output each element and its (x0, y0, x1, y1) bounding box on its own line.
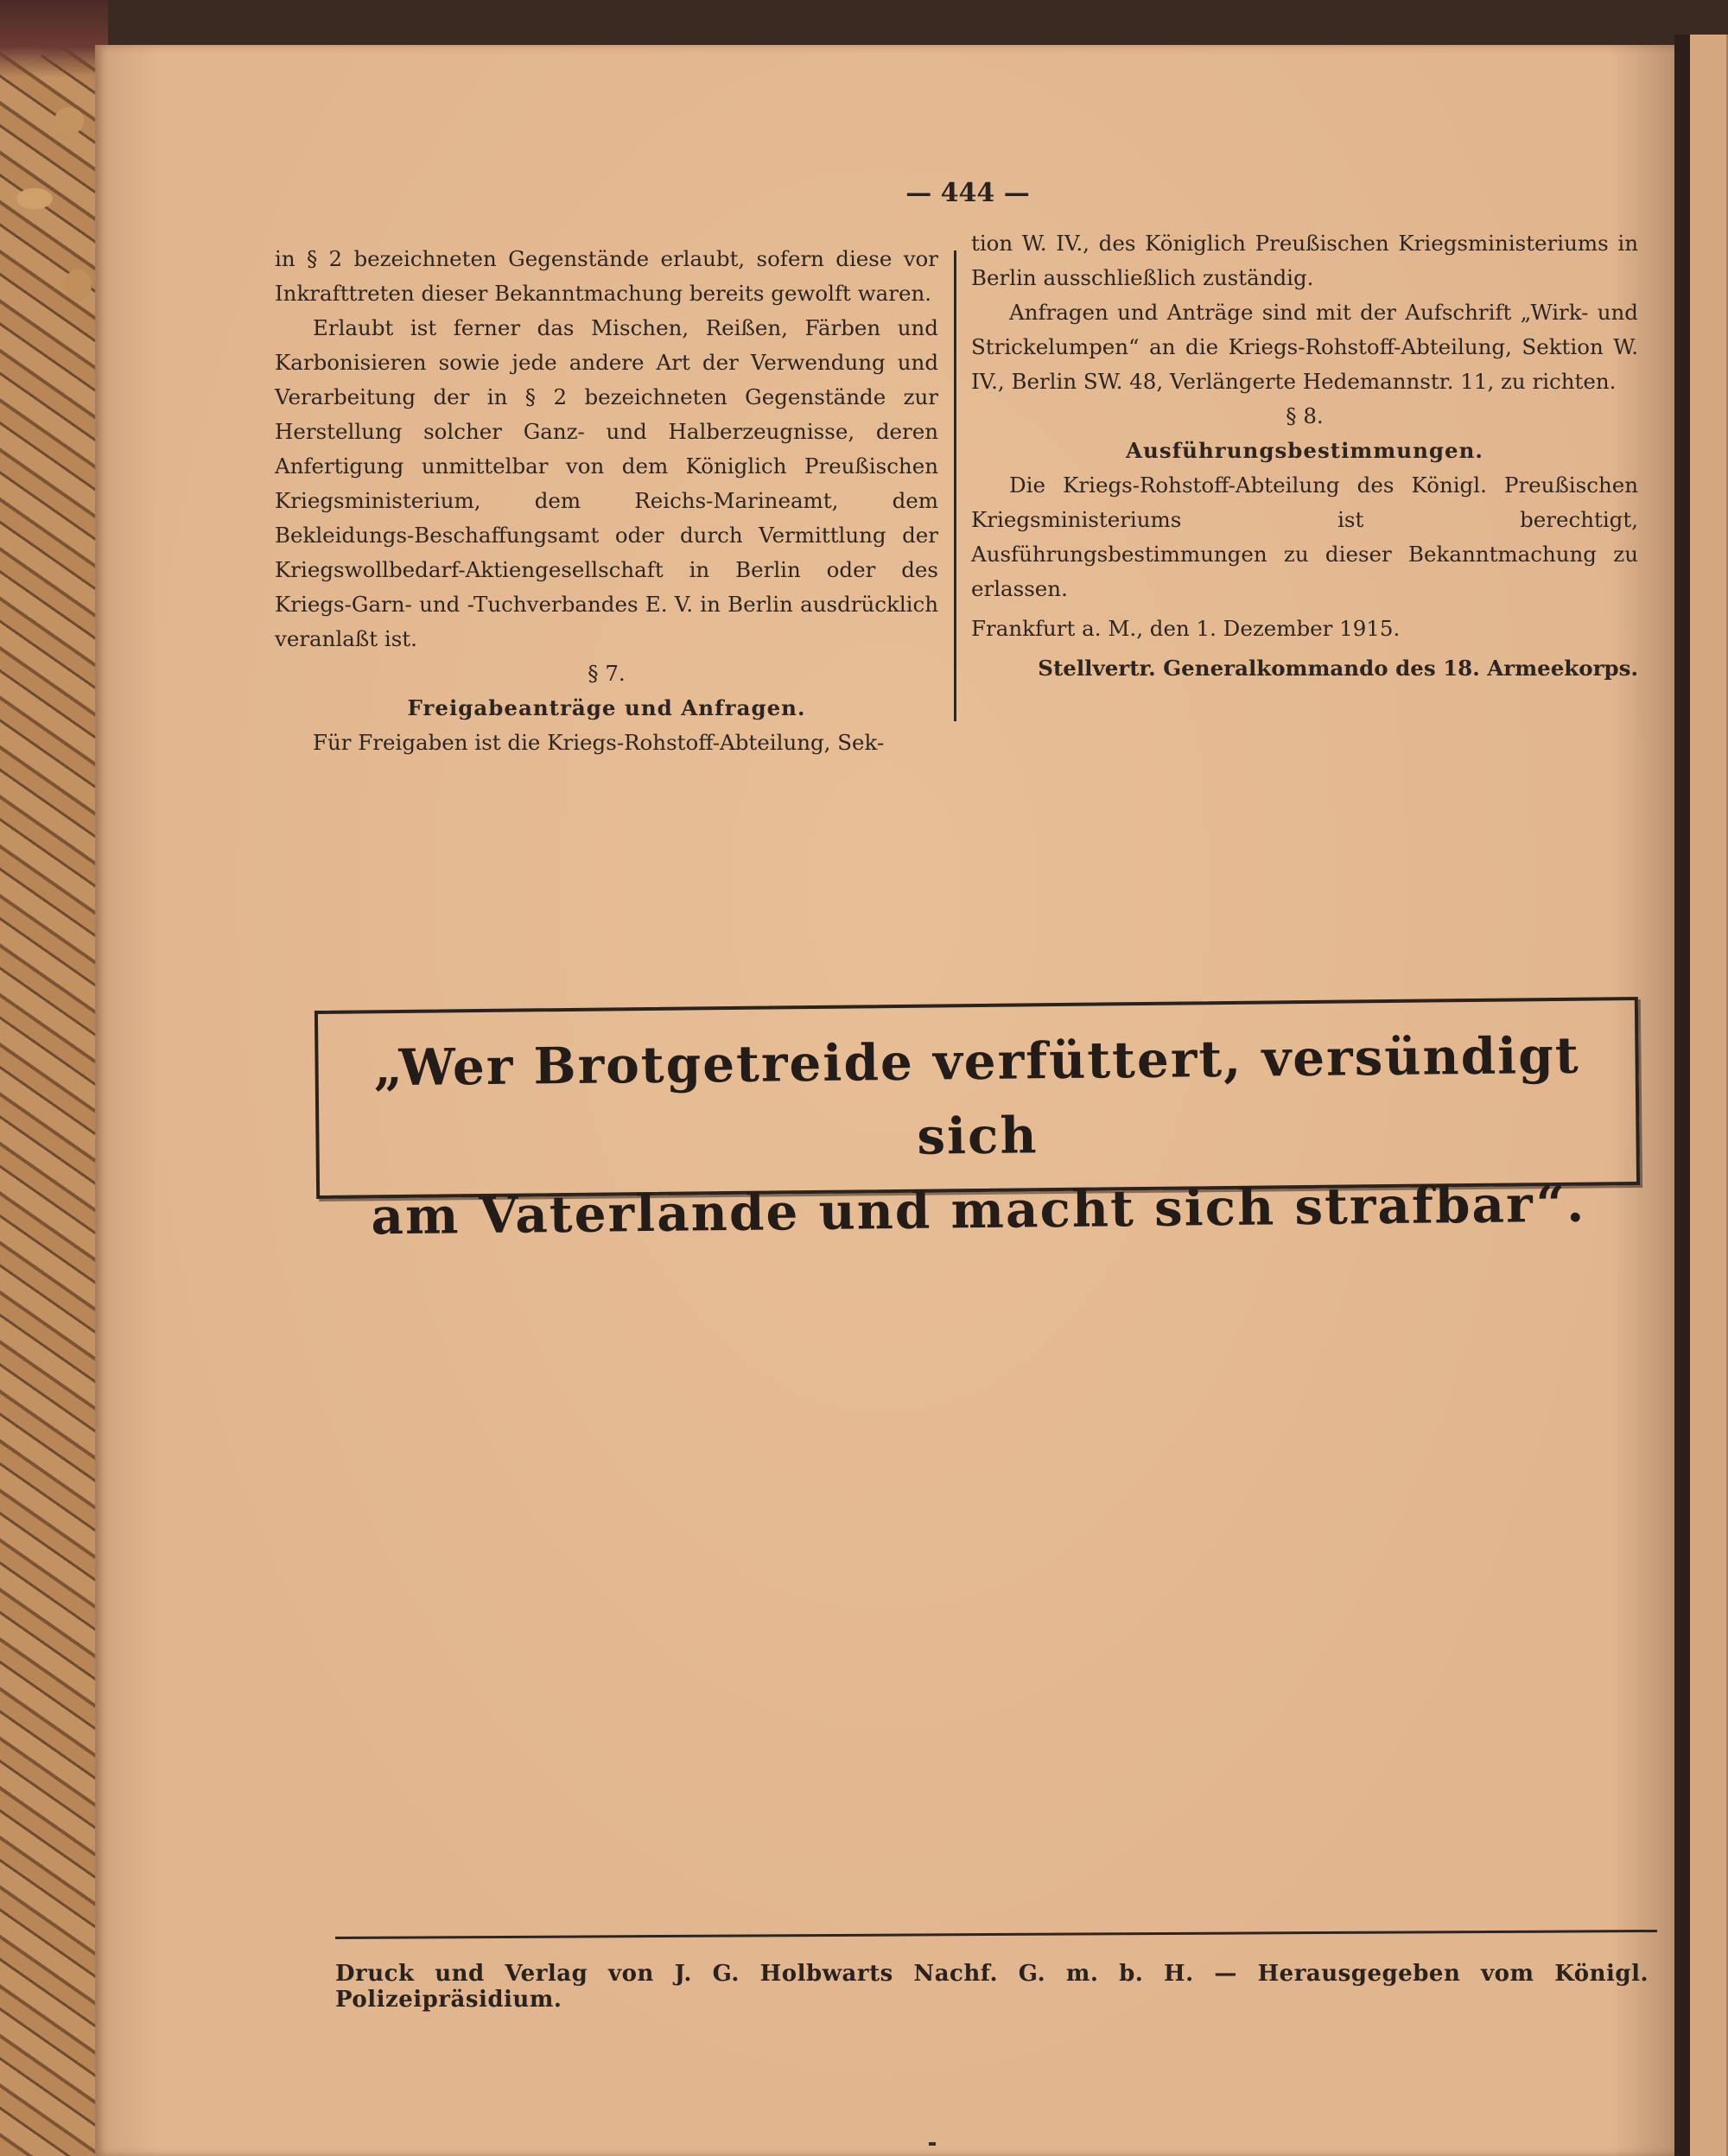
right-paragraph-3: Die Kriegs-Rohstoff-Abteilung des Königl. Preußischen Kriegsministeriums ist berechtigt, Ausführungsbestimmungen zu dieser Bekanntmachung zu erlassen. (971, 472, 1638, 601)
section-8-number: § 8. (1286, 403, 1324, 428)
book-binding-top (0, 0, 108, 78)
imprint-footer: Druck und Verlag von J. G. Holbwarts Nachf. G. m. b. H. — Herausgegeben vom Königl. Polizeipräsidium. (335, 1961, 1649, 2013)
page-number: — 444 — (905, 178, 1030, 208)
notice-text (318, 1018, 1637, 1254)
next-page-edge (1674, 35, 1728, 2156)
right-paragraph-1: tion W. IV., des Königlich Preußischen Kriegsministeriums in Berlin ausschließlich zuständig. (971, 231, 1638, 290)
right-column (971, 226, 1638, 686)
signature-line: Stellvertr. Generalkommando des 18. Armeekorps. (1038, 656, 1638, 681)
right-paragraph-2: Anfragen und Anträge sind mit der Aufschrift „Wirk- und Strickelumpen“ an die Kriegs-Rohstoff-Abteilung, Sektion W. IV., Berlin SW. 48, Verlängerte Hedemannstr. 11, zu richten. (971, 300, 1638, 394)
section-7-number: § 7. (588, 661, 626, 686)
notice-line-1: „Wer Brotgetreide verfüttert, versündigt sich (373, 1025, 1580, 1166)
left-paragraph-1: in § 2 bezeichneten Gegenstände erlaubt, sofern diese vor Inkrafttreten dieser Bekanntmachung bereits gewolft waren. (275, 246, 938, 306)
section-8-title: Ausführungsbestimmungen. (1126, 438, 1483, 463)
left-paragraph-3: Für Freigaben ist die Kriegs-Rohstoff-Abteilung, Sek- (313, 730, 885, 755)
left-column (275, 242, 938, 760)
place-and-date: Frankfurt a. M., den 1. Dezember 1915. (971, 616, 1401, 641)
page-mark (929, 2142, 936, 2146)
notice-box (314, 997, 1640, 1246)
left-paragraph-2: Erlaubt ist ferner das Mischen, Reißen, Färben und Karbonisieren sowie jede andere Art der Verwendung und Verarbeitung der in § 2 bezeichneten Gegenstände zur Herstellung solcher Ganz- und Halberzeugnisse, deren Anfertigung unmittelbar von dem Königlich Preußischen Kriegsministerium, dem Reichs-Marineamt, dem Bekleidungs-Beschaffungsamt oder durch Vermittlung der Kriegswollbedarf-Aktiengesellschaft in Berlin oder des Kriegs-Garn- und -Tuchverbandes E. V. in Berlin ausdrücklich veranlaßt ist. (275, 315, 938, 651)
book-marbled-edge (0, 0, 108, 2156)
column-divider (954, 250, 956, 721)
notice-line-2: am Vaterlande und macht sich strafbar“. (371, 1174, 1586, 1246)
section-7-title: Freigabeanträge und Anfragen. (407, 695, 806, 720)
